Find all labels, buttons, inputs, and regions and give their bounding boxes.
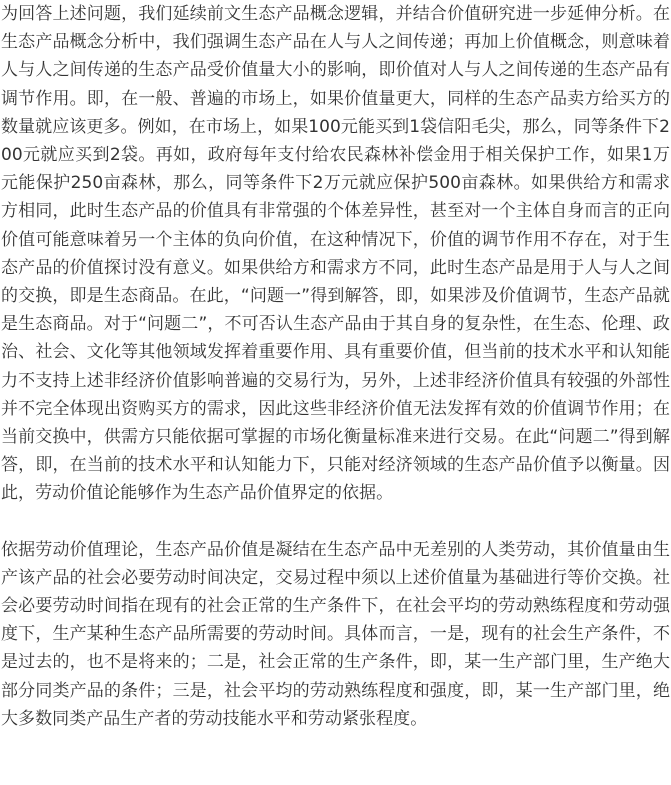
paragraph-labor-value-theory: 依据劳动价值理论，生态产品价值是凝结在生态产品中无差别的人类劳动，其价值量由生产该产品的社会必要劳动时间决定，交易过程中须以上述价值量为基础进行等价交换。社会必要劳动时间指在现有的社会正常的生产条件下，在社会平均的劳动熟练程度和劳动强度下，生产某种生态产品所需要的劳动时间。具体而言，一是，现有的社会生产条件，不是过去的，也不是将来的；二是，社会正常的生产条件，即，某一生产部门里，生产绝大部分同类产品的条件；三是，社会平均的劳动熟练程度和强度，即，某一生产部门里，绝大多数同类产品生产者的劳动技能水平和劳动紧张程度。 — [1, 539, 670, 729]
paragraph-ecological-product-value-analysis: 为回答上述问题，我们延续前文生态产品概念逻辑，并结合价值研究进一步延伸分析。在生态产品概念分析中，我们强调生态产品在人与人之间传递；再加上价值概念，则意味着人与人之间传递的生态产品受价值量大小的影响，即价值对人与人之间传递的生态产品有调节作用。即，在一般、普遍的市场上，如果价值量更大，同样的生态产品卖方给买方的数量就应该更多。例如，在市场上，如果100元能买到1袋信阳毛尖，那么，同等条件下200元就应买到2袋。再如，政府每年支付给农民森林补偿金用于相关保护工作，如果1万元能保护250亩森林，那么，同等条件下2万元就应保护500亩森林。如果供给方和需求方相同，此时生态产品的价值具有非常强的个体差异性，甚至对一个主体自身而言的正向价值可能意味着另一个主体的负向价值，在这种情况下，价值的调节作用不存在，对于生态产品的价值探讨没有意义。如果供给方和需求方不同，此时生态产品是用于人与人之间的交换，即是生态商品。在此，“问题一”得到解答，即，如果涉及价值调节，生态产品就是生态商品。对于“问题二”，不可否认生态产品由于其自身的复杂性，在生态、伦理、政治、社会、文化等其他领域发挥着重要作用、具有重要价值，但当前的技术水平和认知能力不支持上述非经济价值影响普遍的交易行为，另外，上述非经济价值具有较强的外部性并不完全体现出资购买方的需求，因此这些非经济价值无法发挥有效的价值调节作用；在当前交换中，供需方只能依据可掌握的市场化衡量标准来进行交易。在此“问题二”得到解答，即，在当前的技术水平和认知能力下，只能对经济领域的生态产品价值予以衡量。因此，劳动价值论能够作为生态产品价值界定的依据。 — [1, 4, 670, 504]
